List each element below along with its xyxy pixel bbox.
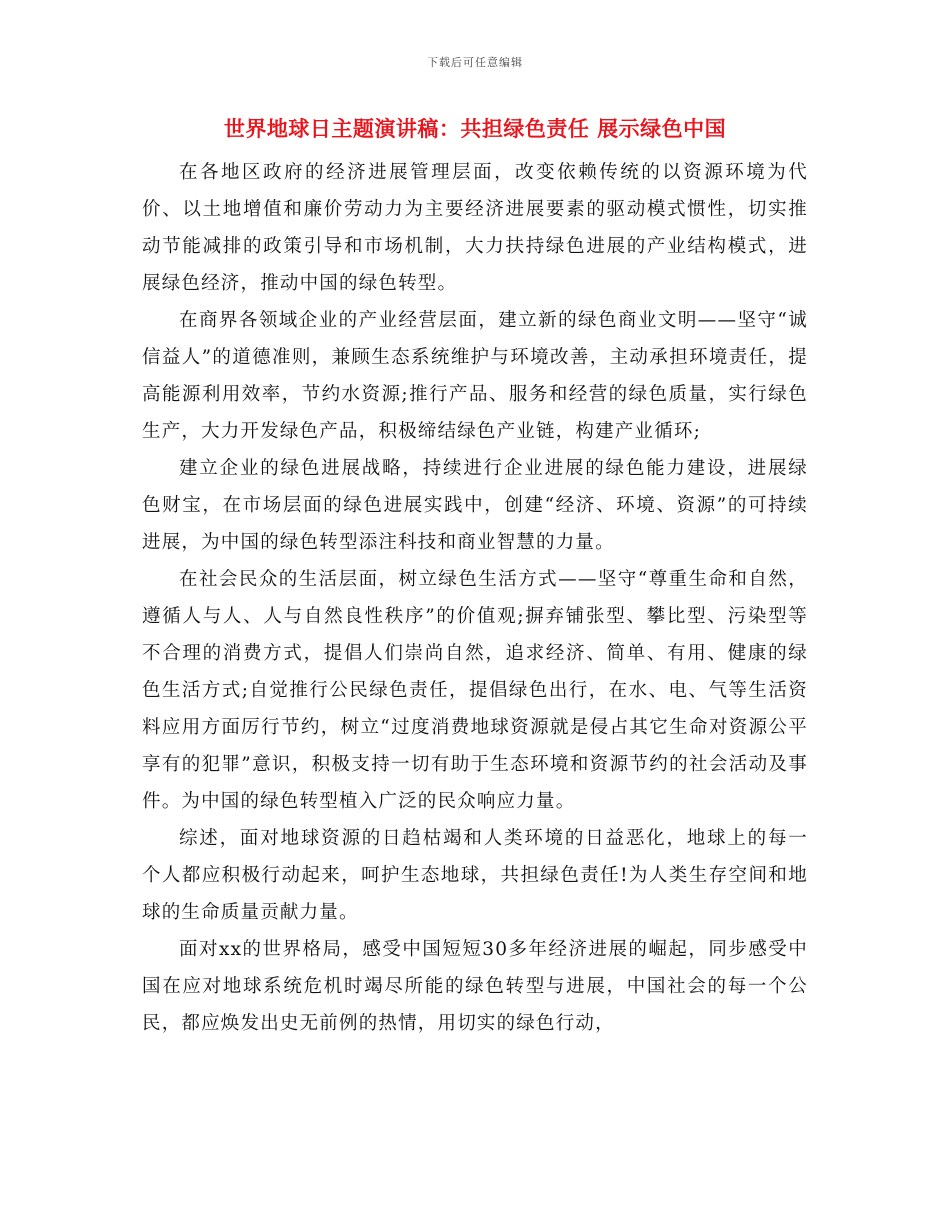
paragraph: 建立企业的绿色进展战略，持续进行企业进展的绿色能力建设，进展绿色财宝，在市场层面的绿色进展实践中，创建“经济、环境、资源”的可持续进展，为中国的绿色转型添注科技和商业智慧的力量。 [142,458,808,553]
paragraph: 在社会民众的生活层面，树立绿色生活方式——坚守“尊重生命和自然，遵循人与人、人与自然良性秩序”的价值观;摒弃铺张型、攀比型、污染型等不合理的消费方式，提倡人们崇尚自然，追求经济、简单、有用、健康的绿色生活方式;自觉推行公民绿色责任，提倡绿色出行，在水、电、气等生活资料应用方面厉行节约，树立“过度消费地球资源就是侵占其它生命对资源公平享有的犯罪”意识，积极支持一切有助于生态环境和资源节约的社会活动及事件。为中国的绿色转型植入广泛的民众响应力量。 [142,569,808,812]
paragraph: 在商界各领域企业的产业经营层面，建立新的绿色商业文明——坚守“诚信益人”的道德准则，兼顾生态系统维护与环境改善，主动承担环境责任，提高能源利用效率，节约水资源;推行产品、服务和经营的绿色质量，实行绿色生产，大力开发绿色产品，积极缔结绿色产业链，构建产业循环; [142,310,808,442]
paragraph: 面对xx的世界格局，感受中国短短30多年经济进展的崛起，同步感受中国在应对地球系统危机时竭尽所能的绿色转型与进展，中国社会的每一个公民，都应焕发出史无前例的热情，用切实的绿色行动， [142,939,808,1034]
document-body [142,154,808,1042]
page-header-note: 下载后可任意编辑 [427,56,523,69]
paragraph: 综述，面对地球资源的日趋枯竭和人类环境的日益恶化，地球上的每一个人都应积极行动起来，呵护生态地球，共担绿色责任!为人类生存空间和地球的生命质量贡献力量。 [142,828,808,923]
paragraph: 在各地区政府的经济进展管理层面，改变依赖传统的以资源环境为代价、以土地增值和廉价劳动力为主要经济进展要素的驱动模式惯性，切实推动节能减排的政策引导和市场机制，大力扶持绿色进展的产业结构模式，进展绿色经济，推动中国的绿色转型。 [142,162,808,294]
page-title: 世界地球日主题演讲稿：共担绿色责任 展示绿色中国 [223,116,727,141]
